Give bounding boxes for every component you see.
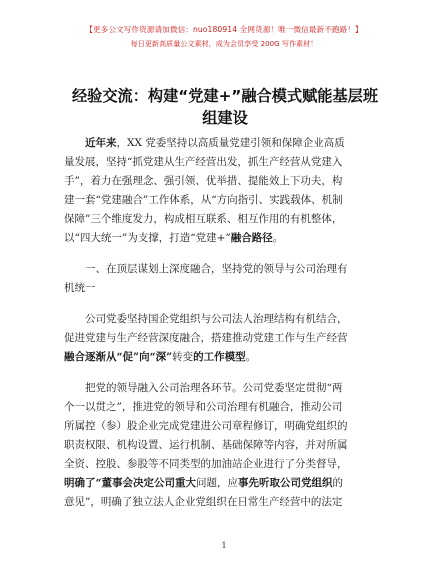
text-line: 所属控（参）股企业完成党建进公司章程修订，明确党组织的 — [64, 420, 348, 432]
text-line — [64, 350, 382, 364]
promo-banner-sub: 每日更新高质量公文素材，成为会员享受 200G 写作素材！ — [130, 39, 318, 48]
text-line: 量发展，坚持“抓党建从生产经营出发，抓生产经营从党建入 — [64, 156, 343, 168]
text-span: 转变 — [172, 351, 194, 363]
emphasis-text: 事先听取公司党组织 — [238, 477, 333, 489]
emphasis-text: 融合逐渐 — [64, 351, 106, 363]
text-span: 。 — [245, 351, 257, 363]
emphasis-text: 明确了“董事会决定公司重大 — [64, 477, 197, 489]
text-line: 手”，着力在强理念、强引领、优举措、提能效上下功夫，构 — [64, 175, 343, 187]
text-span: 以“四大统一”为支撑，打造“党建+” — [64, 232, 231, 244]
emphasis-text: 融合路径 — [230, 232, 273, 244]
text-span: 的 — [332, 477, 344, 489]
text-line — [64, 231, 382, 245]
text-line: 建一套“党建融合”工作体系，从“方向指引、实践载体、机制 — [64, 194, 343, 206]
document-title-line-2: 组建设 — [202, 109, 248, 127]
emphasis-text: 从“促”向“深” — [106, 351, 173, 363]
text-line: 一、在顶层谋划上深度融合，坚持党的领导与公司治理有 — [85, 263, 348, 275]
text-line: 保障”三个维度发力，构成相互联系、相互作用的有机整体， — [64, 213, 343, 225]
document-title-line-1: 经验交流：构建“党建+”融合模式赋能基层班 — [71, 87, 379, 105]
text-line: 全资、控股、参股等不同类型的加油站企业进行了分类督导， — [64, 458, 348, 470]
text-span: ，XX 党委坚持以高质量党建引领和保障企业高质 — [116, 137, 345, 149]
text-line: 意见”，明确了独立法人企业党组织在日常生产经营中的法定 — [64, 496, 343, 508]
text-line: 个一以贯之”，推进党的领导和公司治理有机融合，推动公司 — [64, 401, 343, 413]
text-line — [64, 476, 382, 490]
emphasis-text: 近年来 — [85, 137, 117, 149]
promo-banner-top: 【更多公文写作资源请加微信：nuo180914 全网货源！唯一微信最新不跑路！】 — [85, 25, 363, 34]
text-span: 。 — [272, 232, 284, 244]
text-line: 促进党建与生产经营深度融合，搭建推动党建工作与生产经营 — [64, 332, 348, 344]
text-span: 问题，应 — [196, 477, 239, 489]
text-line: 职责权限、机构设置、运行机制、基础保障等内容，并对所属 — [64, 439, 348, 451]
emphasis-text: 的工作模型 — [193, 351, 246, 363]
text-line: 机统一 — [64, 282, 96, 294]
text-line: 公司党委坚持国企党组织与公司法人治理结构有机结合， — [85, 313, 348, 325]
page-number: 1 — [221, 541, 227, 550]
text-line: 把党的领导融入公司治理各环节。公司党委坚定贯彻“两 — [85, 382, 343, 394]
text-line — [64, 136, 382, 150]
